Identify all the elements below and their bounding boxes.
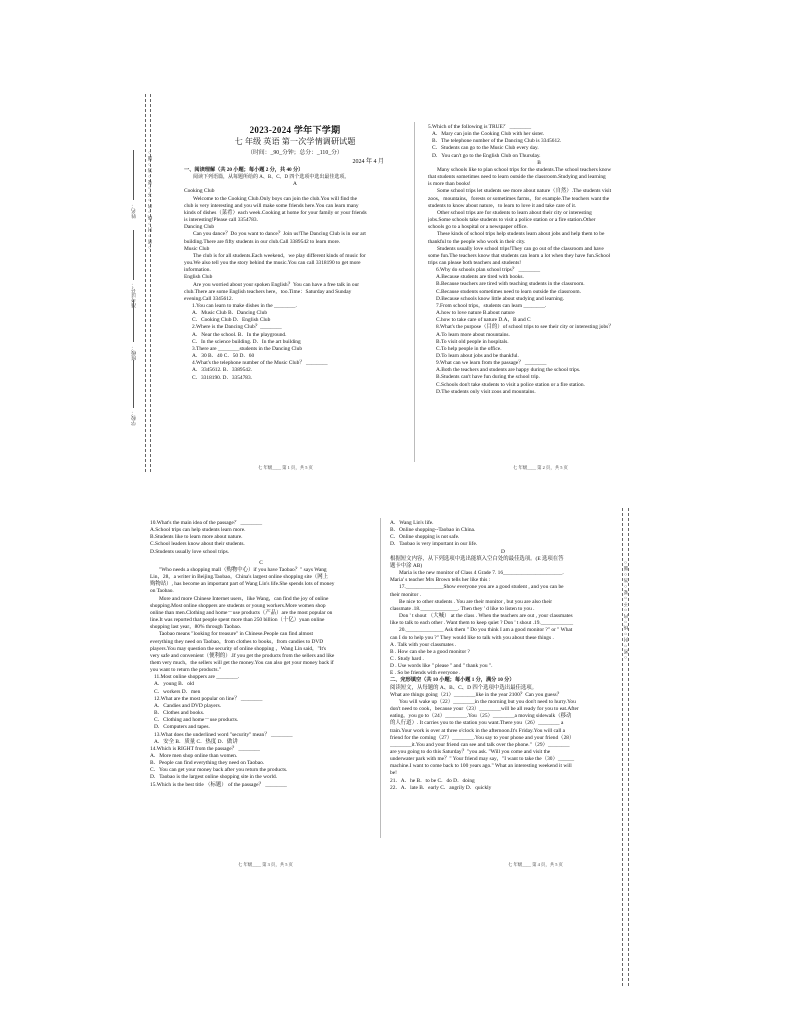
passage-line: Taobao means "looking for treasure" in Chinese.People can find almost [159, 631, 314, 638]
passage-line: that students sometimes need to learn outside the classroom.Studying and learning [428, 174, 606, 181]
passage-line: Many schools like to plan school trips for the students.The school teachers know [437, 166, 612, 173]
passage-line: Maria' s teacher Mrs Brown tells her like this : [390, 577, 491, 584]
option: D．Computers and tapes. [154, 724, 210, 731]
passage-line: Students usually love school trips!They can go out of the classroom and have [437, 245, 604, 252]
question: 3.There are ________students in the Dancing Club [192, 345, 303, 352]
questions-1-4 [184, 303, 406, 382]
passage-a [184, 188, 406, 303]
page-4 [390, 520, 616, 792]
option: A．3345612. B．3389542. [192, 367, 253, 374]
passage-d-label: D [501, 548, 505, 555]
page-2-footer: 七 年级____ 第 2 页，共 5 页 [513, 465, 568, 470]
option: B.Because teachers are tired with teaching students in the classroom. [436, 281, 585, 288]
question: 8.What's the purpose（目的）of school trips to see their city or interesting jobs？ [436, 324, 614, 331]
option: C.how to take care of nature D.A，B and C [436, 317, 531, 324]
passage-line: 根据短文内容，从下列选项中选出能填入空白处的最佳选项。(E 选项在答 [390, 555, 564, 562]
option: D . Use words like " please " and " thank you ". [390, 663, 493, 670]
option: B．Clothes and books. [154, 710, 205, 717]
option: C . Study hard . [390, 655, 424, 662]
passage-line: Maria is the new monitor of Class 4 Grade 7. 16______________________. [399, 570, 564, 577]
name-label: 姓名： [131, 203, 137, 219]
option: B.To visit old people in hospitals. [436, 338, 509, 345]
option: A．Candies and DVD players. [154, 702, 222, 709]
option: C．In the science building. D．In the art building [192, 338, 301, 345]
passage-line: club.There are some English teachers here，too.Time：Saturday and Sunday [184, 288, 352, 295]
passage-line: you want to return the products." [150, 667, 222, 674]
page-3-footer: 七 年级____ 第 3 页，共 5 页 [238, 862, 293, 867]
passage-line: can I do to help you ?" They would like to talk with you about these things . [390, 634, 554, 641]
passage-line: Can you dance？Do you want to dance？Join us!The Dancing Club is in our art [193, 231, 366, 238]
page-separator-top [414, 122, 415, 462]
passage-e [390, 692, 616, 792]
option: A．Near the school. B．In the playground. [192, 331, 287, 338]
passage-line: More and more Chinese Internet users，like Wang，can find the joy of online [159, 595, 329, 602]
passage-line: Some school trips let students see more about nature（自然）.The students visit [437, 188, 612, 195]
passage-a-label: A [293, 181, 297, 188]
passage-line: some fun.The teachers know that students can learn a lot when they have fun.School [428, 252, 611, 259]
passage-line: trips can please both teachers and students! [428, 259, 522, 266]
passage-line: friend for the coming（27）________.You say to your phone and your friend（28） [390, 734, 575, 741]
passage-line: 20.______________ Ask them " Do you think I am a good monitor ?" or " What [399, 627, 573, 634]
option: B．Online shopping--Taobao in China. [390, 527, 476, 534]
seal-text-right: ○ 密 ○ 封 ○ 线 ○ 内 ○ 不 ○ 要 ○ 答 ○ 题 ○ [623, 560, 628, 661]
passage-line: like to talk to each other . Want them to keep quiet ? Don ' t shout .19.____________ [390, 620, 574, 627]
option: C．You can get your money back after you return the products. [150, 767, 288, 774]
option: C．3318190. D．3354783. [192, 374, 253, 381]
passage-line: Don ' t shout （大喊） at the class . When the teachers are out , your classmates [399, 613, 573, 620]
passage-line: don't need to cook，because your（23）________will be all ready for you to eat.After [390, 706, 579, 713]
exam-info: （时间：_90_分钟；总分：_110_分） [247, 150, 343, 156]
option: A.School trips can help students learn more. [150, 527, 246, 534]
option: A．More men shop online than women. [150, 753, 238, 759]
passage-line: you.We also tell you the story behind the music.You can call 3318190 to get more [184, 260, 361, 267]
passage-line: Welcome to the Cooking Club.Only boys can join the club.You will find the [193, 195, 358, 202]
class-line [133, 300, 134, 342]
passage-line: everything they need on Taobao，from clothes to books，from candies to DVD [150, 638, 324, 645]
option: A.To learn more about mountains. [436, 331, 510, 338]
option: B．The telephone number of the Dancing Club is 3345612. [432, 138, 562, 145]
passage-line: 的人行道）. It carries you to the station you want.There you（26）________ a [390, 720, 564, 727]
passage-line: thankful to the people who work in their city. [428, 238, 526, 245]
passage-line: shopping.Most online shoppers are students or young workers.More women shop [150, 602, 326, 609]
question: 11.Most online shoppers are ________. [154, 674, 240, 681]
passage-line: jobs.Some schools take students to visit a police station or a fire station.Other [428, 217, 596, 224]
passage-line: them very much，the sellers will get the money.You can also get your money back if [150, 659, 334, 666]
page-1 [184, 124, 406, 382]
passage-line: very safe and convenient（便利的）.If you get the products from the sellers and like [150, 652, 335, 659]
option: 21．A．he B．to be C．do D．doing [390, 777, 475, 784]
exam-title: 2023-2024 学年下学期 [249, 125, 341, 135]
passage-line: These kinds of school trips help students learn about jobs and help them to be [437, 231, 605, 238]
passage-line: Lin，28，a writer in Beijing.Taobao，China's largest online shopping site（网上 [150, 574, 329, 581]
option: A．Wang Lin's life. [390, 520, 434, 526]
passage-line: Be nice to other students . You are their monitor , but you are also their [399, 598, 553, 605]
passage-line: their monitor . [390, 591, 421, 598]
option: D．Taobao is the largest online shopping site in the world. [150, 774, 278, 781]
passage-c [150, 567, 372, 674]
question: 2.Where is the Dancing Club？________ [192, 324, 282, 331]
option: 22．A．late B．early C．angrily D．quickly [390, 784, 492, 791]
exam-number-label: 准考证号： [131, 282, 137, 308]
option: A．Mary can join the Cooking Club with her sister. [432, 131, 545, 138]
passage-line: 购物站）, has become an important part of Wang Lin's life.She spends lots of money [150, 581, 335, 588]
option: C.Schools don't take students to visit a police station or a fire station. [436, 381, 585, 388]
option: C．Online shopping is not safe. [390, 534, 460, 541]
page-2 [428, 124, 650, 396]
passage-line: You will wake up（22）________in the morning but you don't need to hurry.You [399, 698, 576, 705]
option: B．People can find everything they need on Taobao. [150, 760, 265, 767]
passage-line: students to know about nature，to learn to love it and take care of it. [428, 202, 577, 209]
passage-line: shopping last year，80% through Taobao. [150, 624, 241, 631]
passage-line: 17.______________Show everyone you are a good student , and you can be [399, 584, 564, 591]
passage-line: Are you worried about your spoken English？You can have a free talk in our [193, 281, 360, 288]
page-separator-bottom [380, 518, 381, 838]
option: D.To learn about jobs and be thankful. [436, 353, 519, 359]
question: 1.You can learn to make dishes in the ________. [192, 302, 297, 309]
passage-line: are you going to do this Saturday？"you ask. "Will you come and visit the [390, 749, 551, 755]
school-label: 学校： [131, 410, 137, 426]
passage-line: be! [390, 770, 397, 777]
question: 5.Which of the following is TRUE？ ________ [428, 124, 532, 130]
exam-date: 2024 年 4 月 [352, 159, 384, 165]
question: 12.What are the most popular on line？ ________ [154, 695, 263, 702]
passage-line: classmate .18.______________. Then they ' d like to listen to you . [390, 605, 535, 612]
passage-line: machine.I want to come back to 100 years ago." What an interesting weekend it will [390, 763, 572, 770]
question: 13.What does the underlined word "security" mean？ ________ [154, 731, 293, 738]
option: A．young B．old [154, 681, 194, 688]
passage-b-label: B [537, 159, 541, 166]
passage-line: ________it.You and your friend can see and talk over the phone."（29）________ [390, 741, 570, 748]
option: B.Students like to learn more about nature. [150, 534, 243, 541]
option: E . So be friends with everyone . [390, 670, 461, 677]
section-1-instructions: 阅读下列语篇，从每题所给的 A、B、C、D 四个选项中选出最佳选项。 [193, 175, 350, 181]
passage-line: is more than books! [428, 181, 471, 188]
passage-line: line.It was reported that people spent more than 250 billion（十亿）yuan online [150, 617, 325, 624]
passage-line: building.There are fifty students in our club.Call 3389542 to learn more. [184, 238, 341, 245]
passage-c-label: C [259, 559, 263, 566]
passage-line: Music Club [184, 245, 210, 252]
question: 6.Why do schools plan school trips？ ________ [436, 267, 541, 274]
option: A.Both the teachers and students are happy during the school trips. [436, 367, 581, 374]
option: B.Students can't have fun during the school trip. [436, 374, 540, 381]
passage-line: Other school trips are for students to learn about their city or interesting [437, 209, 592, 216]
seal-line-inner [145, 94, 146, 472]
option: C.School leaders know about their students. [150, 541, 245, 548]
passage-line: zoos，mountains，forests or sometimes farms，for example.The teachers want the [428, 195, 610, 202]
page-1-footer: 七 年级____ 第 1 页，共 5 页 [258, 465, 313, 470]
option: A．安全 B．质量 C．热度 D．做讲 [154, 738, 238, 745]
section-2-heading: 二、完形填空（共 10 小题；每小题 1 分，满分 10 分） [390, 677, 515, 684]
section-1-heading: 一、阅读理解（共 20 小题；每小题 2 分，共 40 分） [184, 167, 304, 173]
question: 4.What's the telephone number of the Music Club？ ________ [192, 360, 328, 367]
option: A．Music Club B．Dancing Club [192, 310, 268, 317]
class-label: 班级： [131, 345, 137, 361]
option: D.Students usually love school trips. [150, 548, 230, 555]
passage-line: information. [184, 267, 211, 274]
page-3 [150, 520, 372, 789]
passage-line: evening.Call 3345612. [184, 295, 233, 302]
passage-line: online than men.Clothing and home－use products（产品）are the most popular on [150, 609, 333, 616]
exam-number-line [133, 230, 134, 280]
option: B . How can she be a good monitor ? [390, 648, 470, 655]
school-line [133, 360, 134, 408]
option: C．Clothing and home－use products. [154, 717, 239, 724]
question: 9.What can we learn from the passage？ ________ [436, 360, 547, 367]
section-2-instructions: 阅读短文，从每题的 A、B、C、D 四个选项中选出最佳选项。 [390, 684, 538, 691]
passage-line: What are things going（21）________like in the year 2100？Can you guess？ [390, 691, 563, 698]
question: 14.Which is RIGHT from the passage？ ________ [150, 745, 260, 752]
option: A．30 B．40 C．50 D．60 [192, 353, 255, 360]
option: C．Cooking Club D．English Club [192, 317, 271, 324]
seal-text: ○ 密 ○ 封 ○ 线 ○ 内 ○ 不 ○ 要 ○ 答 ○ 题 ○ [147, 150, 152, 251]
questions-6-9 [428, 267, 650, 396]
passage-line: on Taobao. [150, 588, 174, 595]
option: C.To help people in the office. [436, 345, 502, 352]
passage-line: players.You may question the security of online shopping ，Wang Lin said，"It's [150, 645, 327, 652]
option: C.Because students sometimes need to learn outside the classroom. [436, 288, 581, 295]
option: C．Students can go to the Music Club every day. [432, 145, 539, 152]
passage-line: English Club [184, 274, 213, 281]
passage-line: train.Your work is over at three o'clock in the afternoon.It's Friday.You will call a [390, 727, 566, 734]
passage-d [390, 556, 616, 678]
option: A . Talk with your classmates . [390, 641, 457, 648]
question: 10.What's the main idea of the passage？ ________ [150, 520, 263, 526]
passage-line: The club is for all students.Each weekend，we play different kinds of music for [193, 252, 366, 259]
page-4-footer: 七 年级____ 第 4 页，共 5 页 [508, 862, 563, 867]
questions-11-15 [150, 674, 372, 789]
option: A.Because students are tired with books. [436, 274, 524, 281]
passage-b [428, 167, 650, 267]
passage-line: Dancing Club [184, 224, 215, 231]
question: 15.Which is the best title （标题） of the passage？ ________ [150, 781, 287, 788]
passage-line: eating，you go to（24）________.You（25）________a moving sidewalk（移动 [390, 713, 572, 720]
passage-line: is interesting!Please call 3354783. [184, 217, 258, 224]
passage-line: Cooking Club [184, 188, 215, 195]
option: D.Because schools know little about studying and learning. [436, 295, 565, 302]
passage-line: schools go to a hospital or a newspaper office. [428, 224, 528, 231]
exam-subtitle: 七 年级 英语 第一次学情调研试题 [234, 137, 356, 146]
option: D．Taobao is very important in our life. [390, 541, 478, 548]
passage-line: kinds of dishes（菜肴）each week.Cooking at home for your family or your friends [184, 209, 367, 216]
option: A.how to love nature B.about nature [436, 310, 515, 317]
passage-line: underwater park with me？" Your friend may say，"I want to take the（30）______ [390, 756, 575, 763]
passage-line: "Who needs a shopping mall（购物中心）if you have Taobao？" says Wang [159, 566, 327, 573]
passage-line: 题卡中涂 AB) [390, 562, 423, 569]
option: D．You can't go to the English Club on Thursday. [432, 152, 541, 159]
passage-line: club is very interesting and you will make some friends here.You can learn many [184, 202, 359, 209]
question: 7.From school trips，students can learn ________. [436, 302, 547, 309]
name-line [133, 150, 134, 200]
option: D.The students only visit zoos and mountains. [436, 388, 536, 395]
option: C．workers D．men [154, 688, 201, 695]
